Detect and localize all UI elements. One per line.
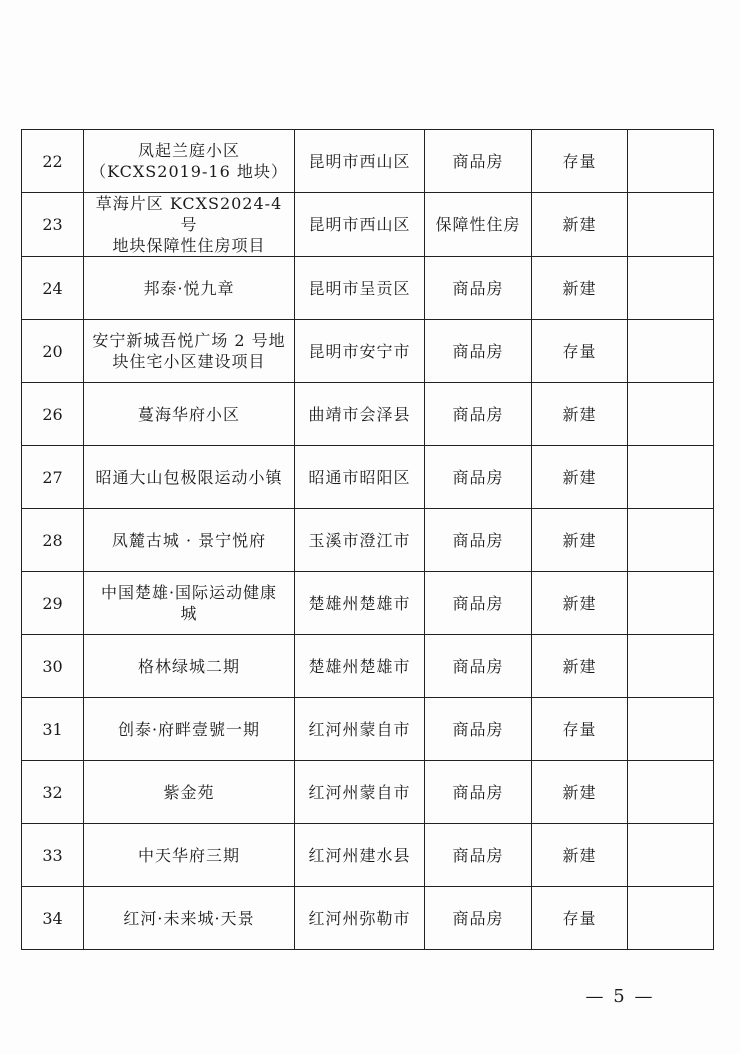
remark-cell [628, 761, 714, 824]
project-name-cell: 凤起兰庭小区 （KCXS2019-16 地块） [84, 130, 295, 193]
remark-cell [628, 887, 714, 950]
location-cell: 红河州弥勒市 [295, 887, 425, 950]
housing-type-cell: 商品房 [425, 761, 532, 824]
location-cell: 红河州蒙自市 [295, 761, 425, 824]
status-cell: 存量 [532, 320, 628, 383]
table-row [22, 257, 714, 320]
remark-cell [628, 446, 714, 509]
row-number-cell: 23 [22, 193, 84, 257]
status-cell: 存量 [532, 698, 628, 761]
table-row [22, 193, 714, 257]
housing-type-cell: 商品房 [425, 257, 532, 320]
project-name-cell: 昭通大山包极限运动小镇 [84, 446, 295, 509]
location-cell: 昆明市西山区 [295, 193, 425, 257]
table-row [22, 635, 714, 698]
project-name-cell: 安宁新城吾悦广场 2 号地 块住宅小区建设项目 [84, 320, 295, 383]
status-cell: 新建 [532, 509, 628, 572]
housing-type-cell: 商品房 [425, 509, 532, 572]
status-cell: 新建 [532, 824, 628, 887]
location-cell: 玉溪市澄江市 [295, 509, 425, 572]
row-number-cell: 32 [22, 761, 84, 824]
status-cell: 新建 [532, 572, 628, 635]
status-cell: 存量 [532, 130, 628, 193]
housing-type-cell: 商品房 [425, 824, 532, 887]
status-cell: 存量 [532, 887, 628, 950]
housing-type-cell: 商品房 [425, 383, 532, 446]
location-cell: 红河州蒙自市 [295, 698, 425, 761]
row-number-cell: 30 [22, 635, 84, 698]
remark-cell [628, 193, 714, 257]
remark-cell [628, 698, 714, 761]
housing-type-cell: 商品房 [425, 698, 532, 761]
remark-cell [628, 635, 714, 698]
housing-type-cell: 商品房 [425, 887, 532, 950]
table-row [22, 130, 714, 193]
status-cell: 新建 [532, 635, 628, 698]
table-row [22, 320, 714, 383]
status-cell: 新建 [532, 257, 628, 320]
location-cell: 楚雄州楚雄市 [295, 635, 425, 698]
project-name-cell: 邦泰·悦九章 [84, 257, 295, 320]
remark-cell [628, 130, 714, 193]
table-row [22, 824, 714, 887]
project-name-cell: 蔓海华府小区 [84, 383, 295, 446]
remark-cell [628, 824, 714, 887]
remark-cell [628, 383, 714, 446]
status-cell: 新建 [532, 761, 628, 824]
row-number-cell: 22 [22, 130, 84, 193]
project-name-cell: 中天华府三期 [84, 824, 295, 887]
project-table-body [22, 130, 714, 950]
project-name-cell: 红河·未来城·天景 [84, 887, 295, 950]
status-cell: 新建 [532, 446, 628, 509]
housing-type-cell: 商品房 [425, 572, 532, 635]
project-table [21, 129, 714, 950]
page-number: — 5 — [585, 986, 655, 1007]
project-name-cell: 创泰·府畔壹號一期 [84, 698, 295, 761]
location-cell: 曲靖市会泽县 [295, 383, 425, 446]
row-number-cell: 28 [22, 509, 84, 572]
table-row [22, 698, 714, 761]
row-number-cell: 31 [22, 698, 84, 761]
project-name-cell: 中国楚雄·国际运动健康 城 [84, 572, 295, 635]
project-name-cell: 草海片区 KCXS2024-4 号 地块保障性住房项目 [84, 193, 295, 257]
row-number-cell: 20 [22, 320, 84, 383]
row-number-cell: 26 [22, 383, 84, 446]
table-row [22, 572, 714, 635]
location-cell: 楚雄州楚雄市 [295, 572, 425, 635]
table-row [22, 446, 714, 509]
remark-cell [628, 509, 714, 572]
project-name-cell: 紫金苑 [84, 761, 295, 824]
row-number-cell: 27 [22, 446, 84, 509]
housing-type-cell: 保障性住房 [425, 193, 532, 257]
row-number-cell: 24 [22, 257, 84, 320]
location-cell: 昆明市呈贡区 [295, 257, 425, 320]
row-number-cell: 34 [22, 887, 84, 950]
row-number-cell: 33 [22, 824, 84, 887]
location-cell: 昆明市安宁市 [295, 320, 425, 383]
remark-cell [628, 572, 714, 635]
project-name-cell: 凤麓古城 · 景宁悦府 [84, 509, 295, 572]
housing-type-cell: 商品房 [425, 320, 532, 383]
status-cell: 新建 [532, 383, 628, 446]
row-number-cell: 29 [22, 572, 84, 635]
housing-type-cell: 商品房 [425, 446, 532, 509]
remark-cell [628, 320, 714, 383]
status-cell: 新建 [532, 193, 628, 257]
location-cell: 昆明市西山区 [295, 130, 425, 193]
project-name-cell: 格林绿城二期 [84, 635, 295, 698]
table-row [22, 509, 714, 572]
remark-cell [628, 257, 714, 320]
table-row [22, 887, 714, 950]
table-row [22, 383, 714, 446]
housing-type-cell: 商品房 [425, 635, 532, 698]
location-cell: 红河州建水县 [295, 824, 425, 887]
housing-type-cell: 商品房 [425, 130, 532, 193]
table-row [22, 761, 714, 824]
location-cell: 昭通市昭阳区 [295, 446, 425, 509]
